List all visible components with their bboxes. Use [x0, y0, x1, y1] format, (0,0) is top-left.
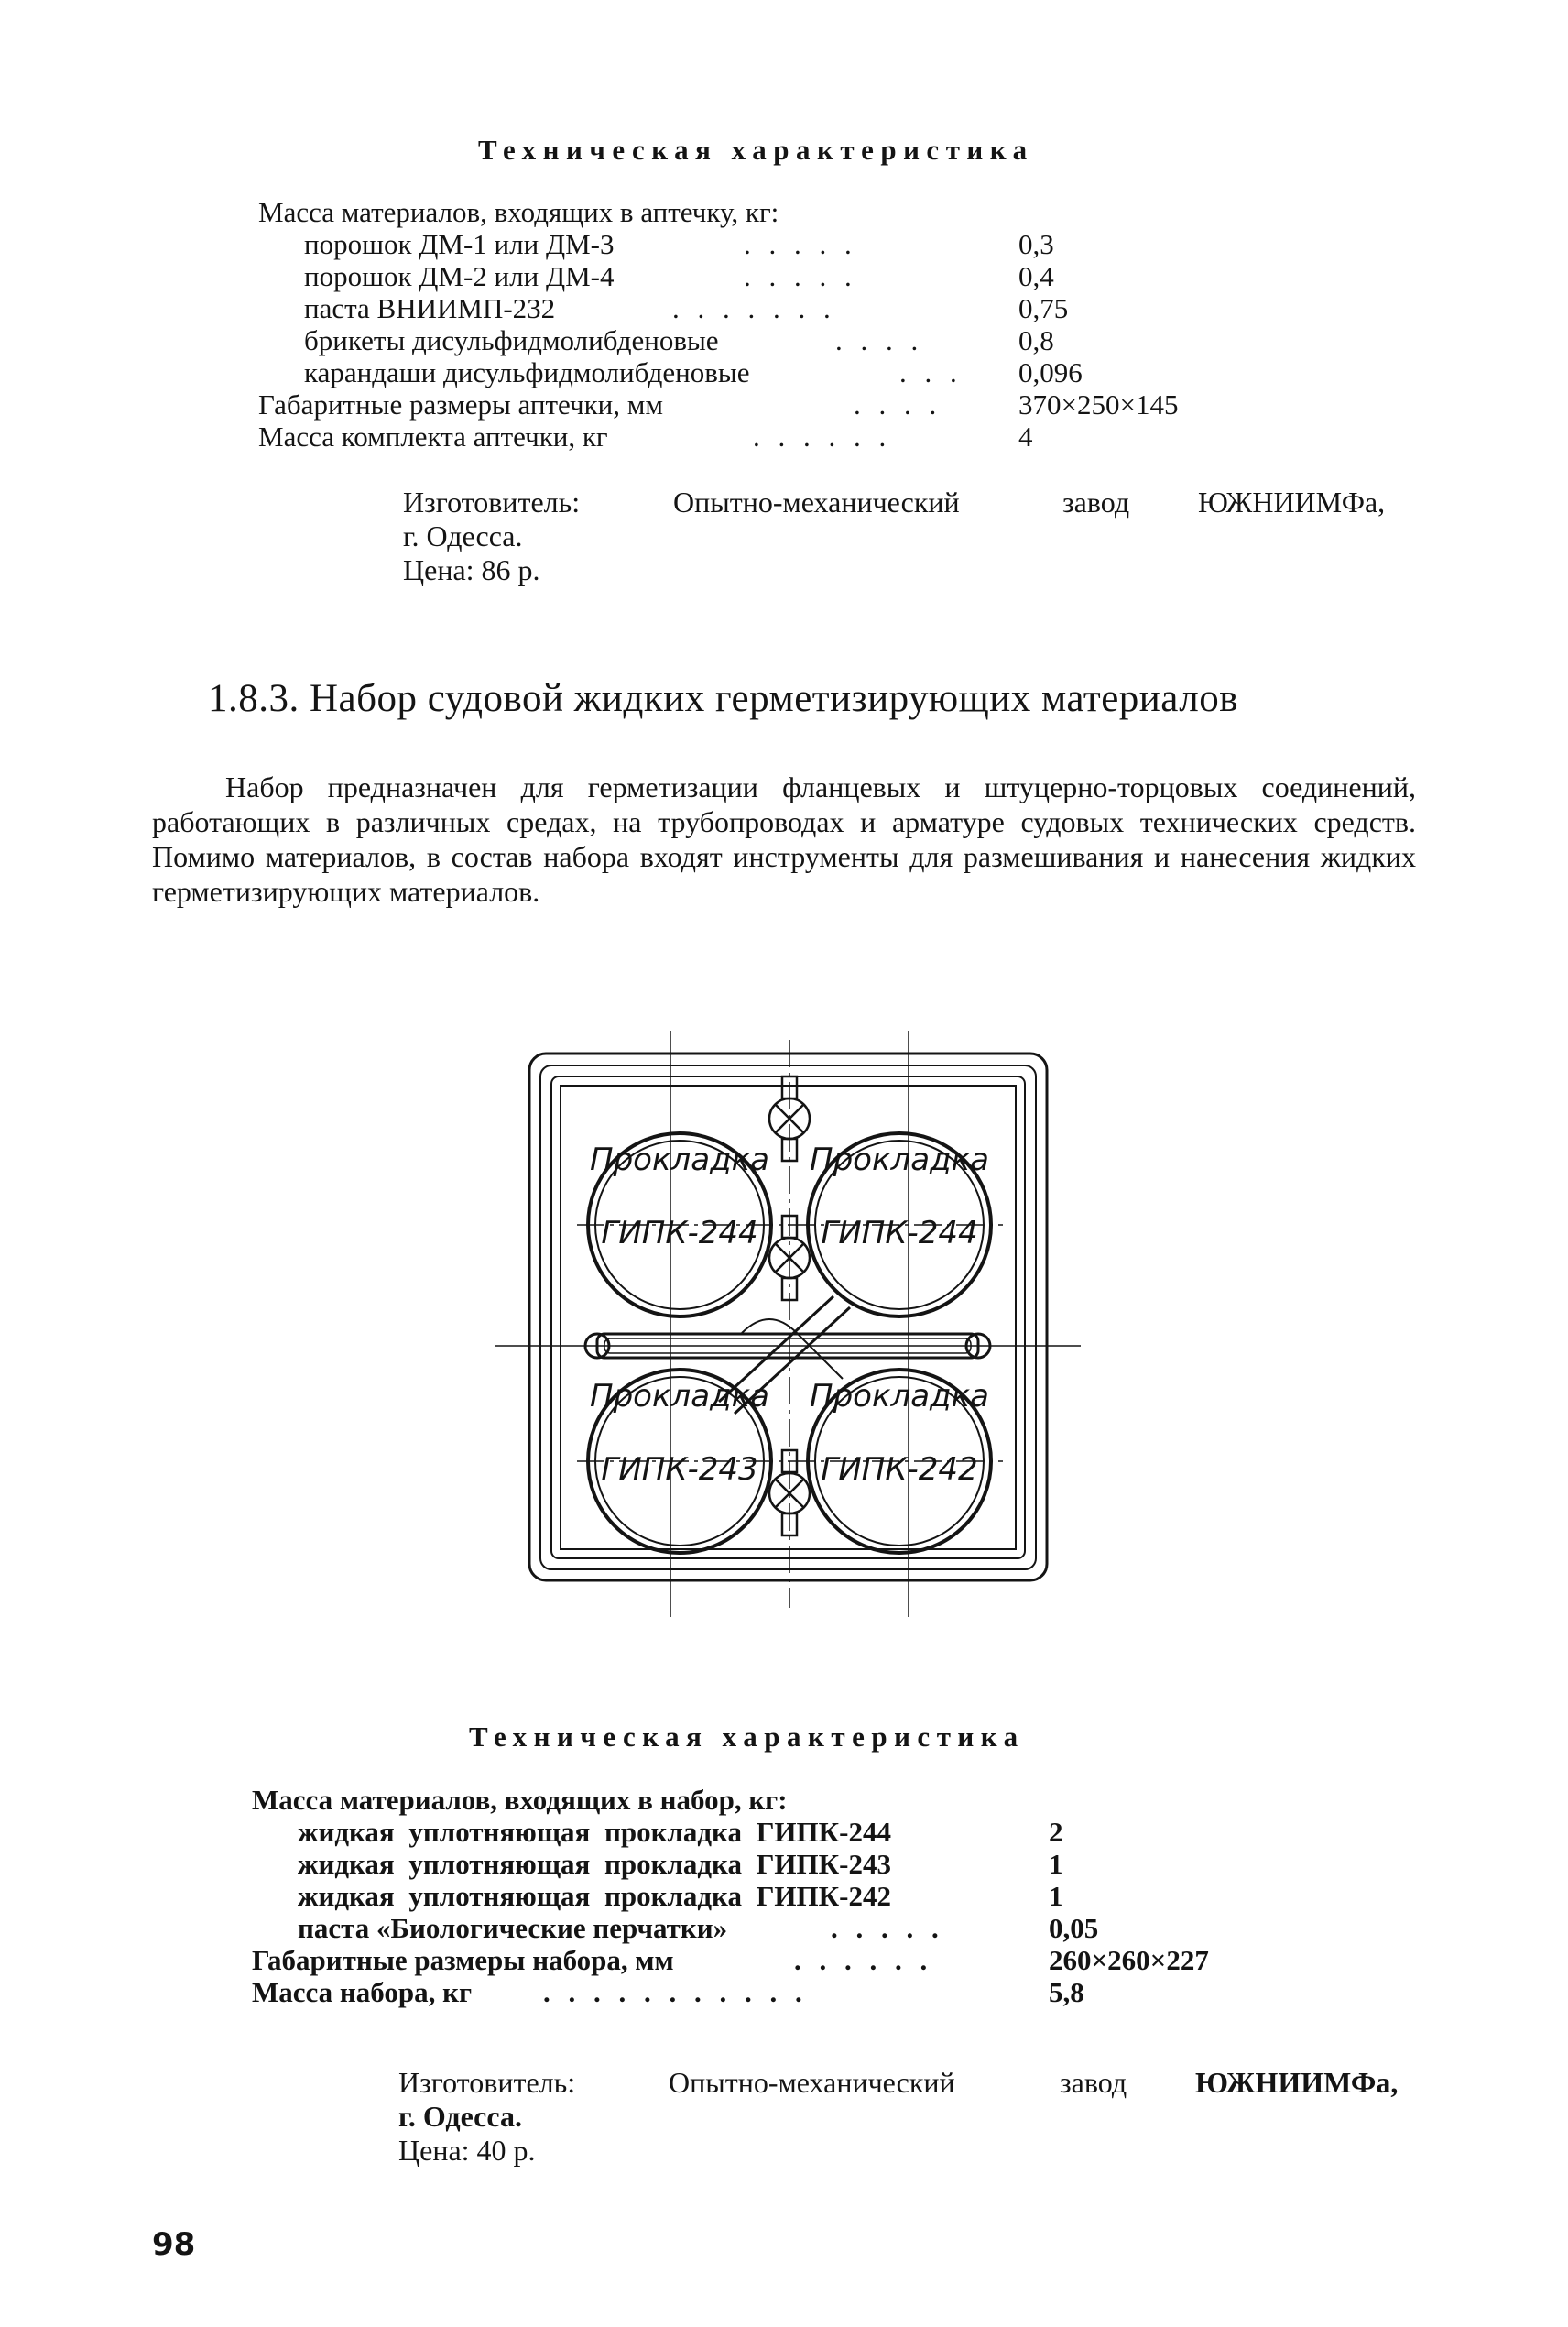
- spec2-row: [252, 1912, 1351, 1944]
- spec1-row: [258, 228, 1357, 260]
- spec2-row-value: 260×260×227: [1049, 1944, 1209, 1976]
- canister-code-4: ГИПК-242: [821, 1451, 978, 1488]
- spec1-row-label: порошок ДМ-1 или ДМ-3: [304, 228, 615, 260]
- canister-label-2: Прокладка: [810, 1142, 989, 1178]
- canister-label-3: Прокладка: [590, 1378, 769, 1415]
- spec1-row-value: 0,4: [1018, 260, 1054, 292]
- paragraph-text: Набор предназначен для герметизации фланцевых и штуцерно-торцовых соединений, работающих в различных средах, на трубопроводах и арматуре судовых технических средств. Помимо материалов, в состав набора входят инструменты для размешивания и нанесения жидких герметизирующих материалов.: [152, 770, 1416, 908]
- leader-dots: . . . .: [835, 324, 924, 356]
- maker-name: Опытно-механический: [669, 2066, 955, 2099]
- canister-label-1: Прокладка: [590, 1142, 769, 1178]
- spec1-row-label: порошок ДМ-2 или ДМ-4: [304, 260, 615, 292]
- maker-city: г. Одесса.: [398, 2100, 522, 2133]
- spec2-row: [252, 1816, 1351, 1848]
- spec2-intro-row: [252, 1784, 1351, 1816]
- spec1-row-value: 0,096: [1018, 356, 1083, 388]
- spec1-row-value: 4: [1018, 421, 1033, 453]
- axis-lines: [495, 1031, 1081, 1617]
- spec1-row: [258, 260, 1357, 292]
- spec1-row-label: Габаритные размеры аптечки, мм: [258, 388, 663, 421]
- spec2-row-label: жидкая уплотняющая прокладка ГИПК-243: [298, 1848, 891, 1880]
- spec1-row: [258, 388, 1357, 421]
- maker-price: Цена: 40 р.: [398, 2134, 536, 2167]
- spec2-intro: Масса материалов, входящих в набор, кг:: [252, 1784, 788, 1816]
- maker-word: завод: [1062, 486, 1130, 519]
- canister-code-1: ГИПК-244: [601, 1215, 758, 1251]
- maker-city: г. Одесса.: [403, 519, 523, 552]
- spec1-row: [258, 292, 1357, 324]
- leader-dots: . . . . .: [744, 228, 857, 260]
- page-number: 98: [152, 2226, 196, 2263]
- manufacturer-block-2: [398, 2066, 1433, 2168]
- spec2-table: [252, 1784, 1351, 2008]
- canister-code-2: ГИПК-244: [821, 1215, 978, 1251]
- spec2-row-value: 5,8: [1049, 1976, 1084, 2008]
- maker-name: Опытно-механический: [673, 486, 960, 519]
- spec1-row-value: 0,8: [1018, 324, 1054, 356]
- leader-dots: . . .: [899, 356, 963, 388]
- spec1-row: [258, 324, 1357, 356]
- section-paragraph: [152, 770, 1416, 909]
- spec2-row-value: 0,05: [1049, 1912, 1099, 1944]
- spec2-row-label: Габаритные размеры набора, мм: [252, 1944, 674, 1976]
- canister-label-4: Прокладка: [810, 1378, 989, 1415]
- leader-dots: . . . . .: [831, 1912, 944, 1944]
- spec1-row-value: 0,75: [1018, 292, 1069, 324]
- canister-code-3: ГИПК-243: [601, 1451, 758, 1488]
- spec1-row: [258, 356, 1357, 388]
- spec2-row: [252, 1944, 1351, 1976]
- spec1-row: [258, 421, 1357, 453]
- spec1-row-label: паста ВНИИМП-232: [304, 292, 556, 324]
- spec1-row-value: 0,3: [1018, 228, 1054, 260]
- leader-dots: . . . . . . .: [672, 292, 836, 324]
- leader-dots: . . . .: [854, 388, 942, 421]
- spec2-row: [252, 1848, 1351, 1880]
- maker-word: завод: [1060, 2066, 1127, 2099]
- section-title: 1.8.3. Набор судовой жидких герметизирующих материалов: [208, 677, 1239, 720]
- spec1-row-value: 370×250×145: [1018, 388, 1179, 421]
- maker-org: ЮЖНИИМФа,: [1195, 2066, 1399, 2099]
- spec1-row-label: карандаши дисульфидмолибденовые: [304, 356, 750, 388]
- leader-dots: . . . . .: [744, 260, 857, 292]
- maker-label: Изготовитель:: [398, 2066, 576, 2099]
- spec2-row-value: 1: [1049, 1848, 1063, 1880]
- spec1-heading: Техническая характеристика: [478, 134, 1034, 166]
- spec1-intro-row: [258, 196, 1357, 228]
- maker-price: Цена: 86 р.: [403, 553, 540, 586]
- spec1-table: [258, 196, 1357, 453]
- spec2-row-value: 1: [1049, 1880, 1063, 1912]
- spec1-row-label: брикеты дисульфидмолибденовые: [304, 324, 719, 356]
- spec2-row: [252, 1976, 1351, 2008]
- sealant-kit-drawing: [495, 1031, 1081, 1617]
- spec2-row-label: Масса набора, кг: [252, 1976, 473, 2008]
- leader-dots: . . . . . .: [753, 421, 892, 453]
- spec2-row-value: 2: [1049, 1816, 1063, 1848]
- leader-dots: . . . . . . . . . . .: [543, 1976, 808, 2008]
- spec2-row-label: жидкая уплотняющая прокладка ГИПК-242: [298, 1880, 891, 1912]
- leader-dots: . . . . . .: [794, 1944, 933, 1976]
- maker-org: ЮЖНИИМФа,: [1198, 486, 1386, 519]
- spec2-row: [252, 1880, 1351, 1912]
- spec1-row-label: Масса комплекта аптечки, кг: [258, 421, 608, 453]
- spec2-row-label: жидкая уплотняющая прокладка ГИПК-244: [298, 1816, 891, 1848]
- outer-frame: [529, 1054, 1047, 1580]
- spec2-row-label: паста «Биологические перчатки»: [298, 1912, 728, 1944]
- spec2-heading: Техническая характеристика: [469, 1721, 1025, 1753]
- spec1-intro: Масса материалов, входящих в аптечку, кг:: [258, 196, 779, 228]
- manufacturer-block-1: [403, 486, 1438, 587]
- maker-label: Изготовитель:: [403, 486, 581, 519]
